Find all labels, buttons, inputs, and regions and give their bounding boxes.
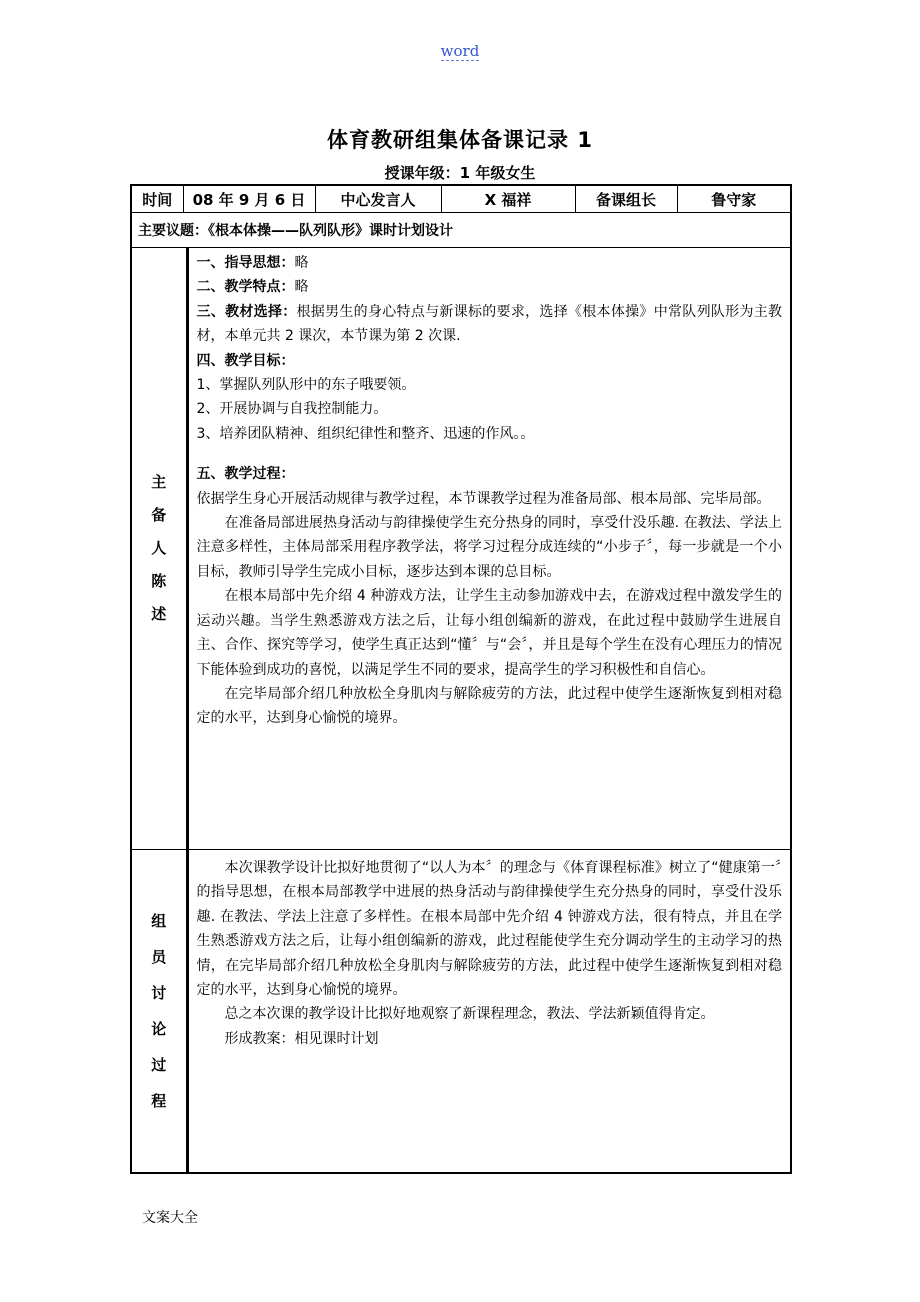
teaching-features: 二、教学特点：略 [196, 279, 309, 296]
discussion-row [131, 850, 791, 1174]
word-link-text[interactable]: word [440, 42, 480, 60]
footer-text: 文案大全 [142, 1210, 198, 1226]
presenter-statement [187, 248, 791, 850]
goal-item: 3、培养团队精神、组织纪律性和整齐、迅速的作风。。 [196, 425, 535, 442]
speaker-label: 中心发言人 [315, 185, 441, 213]
discussion-paragraph: 总之本次课的教学设计比拟好地观察了新课程理念，教法、学法新颖值得肯定。 [224, 1006, 715, 1023]
process-paragraph: 在根本局部中先介绍 4 种游戏方法，让学生主动参加游戏中去，在游戏过程中激发学生的运动兴趣。当学生熟悉游戏方法之后，让每小组创编新的游戏，在此过程中鼓励学生进展自主、合作、探究等学习，使学生真正达到“懂〞与“会〞，并且是每个学生在没有心理压力的情况下能体验到成功的喜悦，以满足学生不同的要求，提高学生的学习积极性和自信心。 [196, 588, 783, 678]
goals-heading: 四、教学目标： [196, 352, 295, 369]
header-row [131, 185, 791, 213]
page-title: 体育教研组集体备课记录 1 [327, 128, 593, 152]
leader-value: 鲁守家 [677, 185, 791, 213]
guiding-idea: 一、指导思想：略 [196, 255, 309, 271]
discussion-side-label: 组 员 讨 论 过 程 [131, 850, 187, 1174]
process-paragraph: 依据学生身心开展活动规律与教学过程，本节课教学过程为准备局部、根本局部、完毕局部。 [196, 490, 771, 507]
topic-row [131, 213, 791, 248]
time-value: 08 年 9 月 6 日 [183, 185, 315, 213]
discussion-paragraph: 本次课教学设计比拟好地贯彻了“以人为本〞的理念与《体育课程标准》树立了“健康第一〞的指导思想，在根本局部教学中进展的热身活动与韵律操使学生充分热身的同时，享受什没乐趣. 在教法、学法上注意了多样性。在根本局部中先介绍 4 钟游戏方法，很有特点，并且在学生熟悉游戏方法之后，让每小组创编新的游戏，此过程能使学生充分调动学生的主动学习的热情，在完毕局部介绍几种放松全身肌肉与解除疲劳的方法，此过程中使学生逐渐恢复到相对稳定的水平，达到身心愉悦的境界。 [196, 860, 783, 999]
goal-item: 1、掌握队列队形中的东子哦要领。 [196, 377, 416, 394]
discussion-paragraph: 形成教案：相见课时计划 [224, 1030, 379, 1047]
presenter-statement-row [131, 248, 791, 850]
goal-item: 2、开展协调与自我控制能力。 [196, 401, 388, 418]
lesson-record-table [130, 184, 792, 1174]
presenter-side-label: 主 备 人 陈 述 [131, 248, 187, 850]
process-heading: 五、教学过程： [196, 466, 295, 483]
main-topic: 主要议题：《根本体操——队列队形》课时计划设计 [131, 213, 791, 248]
process-paragraph: 在准备局部进展热身活动与韵律操使学生充分热身的同时，享受什没乐趣. 在教法、学法上注意多样性，主体局部采用程序教学法，将学习过程分成连续的“小步子〞，每一步就是一个小目标，教师引导学生完成小目标，逐步达到本课的总目标。 [196, 515, 783, 580]
grade-subtitle: 授课年级：1 年级女生 [384, 164, 536, 182]
word-header-link[interactable] [0, 42, 920, 60]
discussion-content [187, 850, 791, 1174]
speaker-value: X 福祥 [441, 185, 575, 213]
material-choice: 三、教材选择：根据男生的身心特点与新课标的要求，选择《根本体操》中常队列队形为主教材，本单元共 2 课次，本节课为第 2 次课. [196, 303, 783, 345]
process-paragraph: 在完毕局部介绍几种放松全身肌肉与解除疲劳的方法，此过程中使学生逐渐恢复到相对稳定的水平，达到身心愉悦的境界。 [196, 685, 783, 727]
time-label: 时间 [131, 185, 183, 213]
leader-label: 备课组长 [575, 185, 677, 213]
